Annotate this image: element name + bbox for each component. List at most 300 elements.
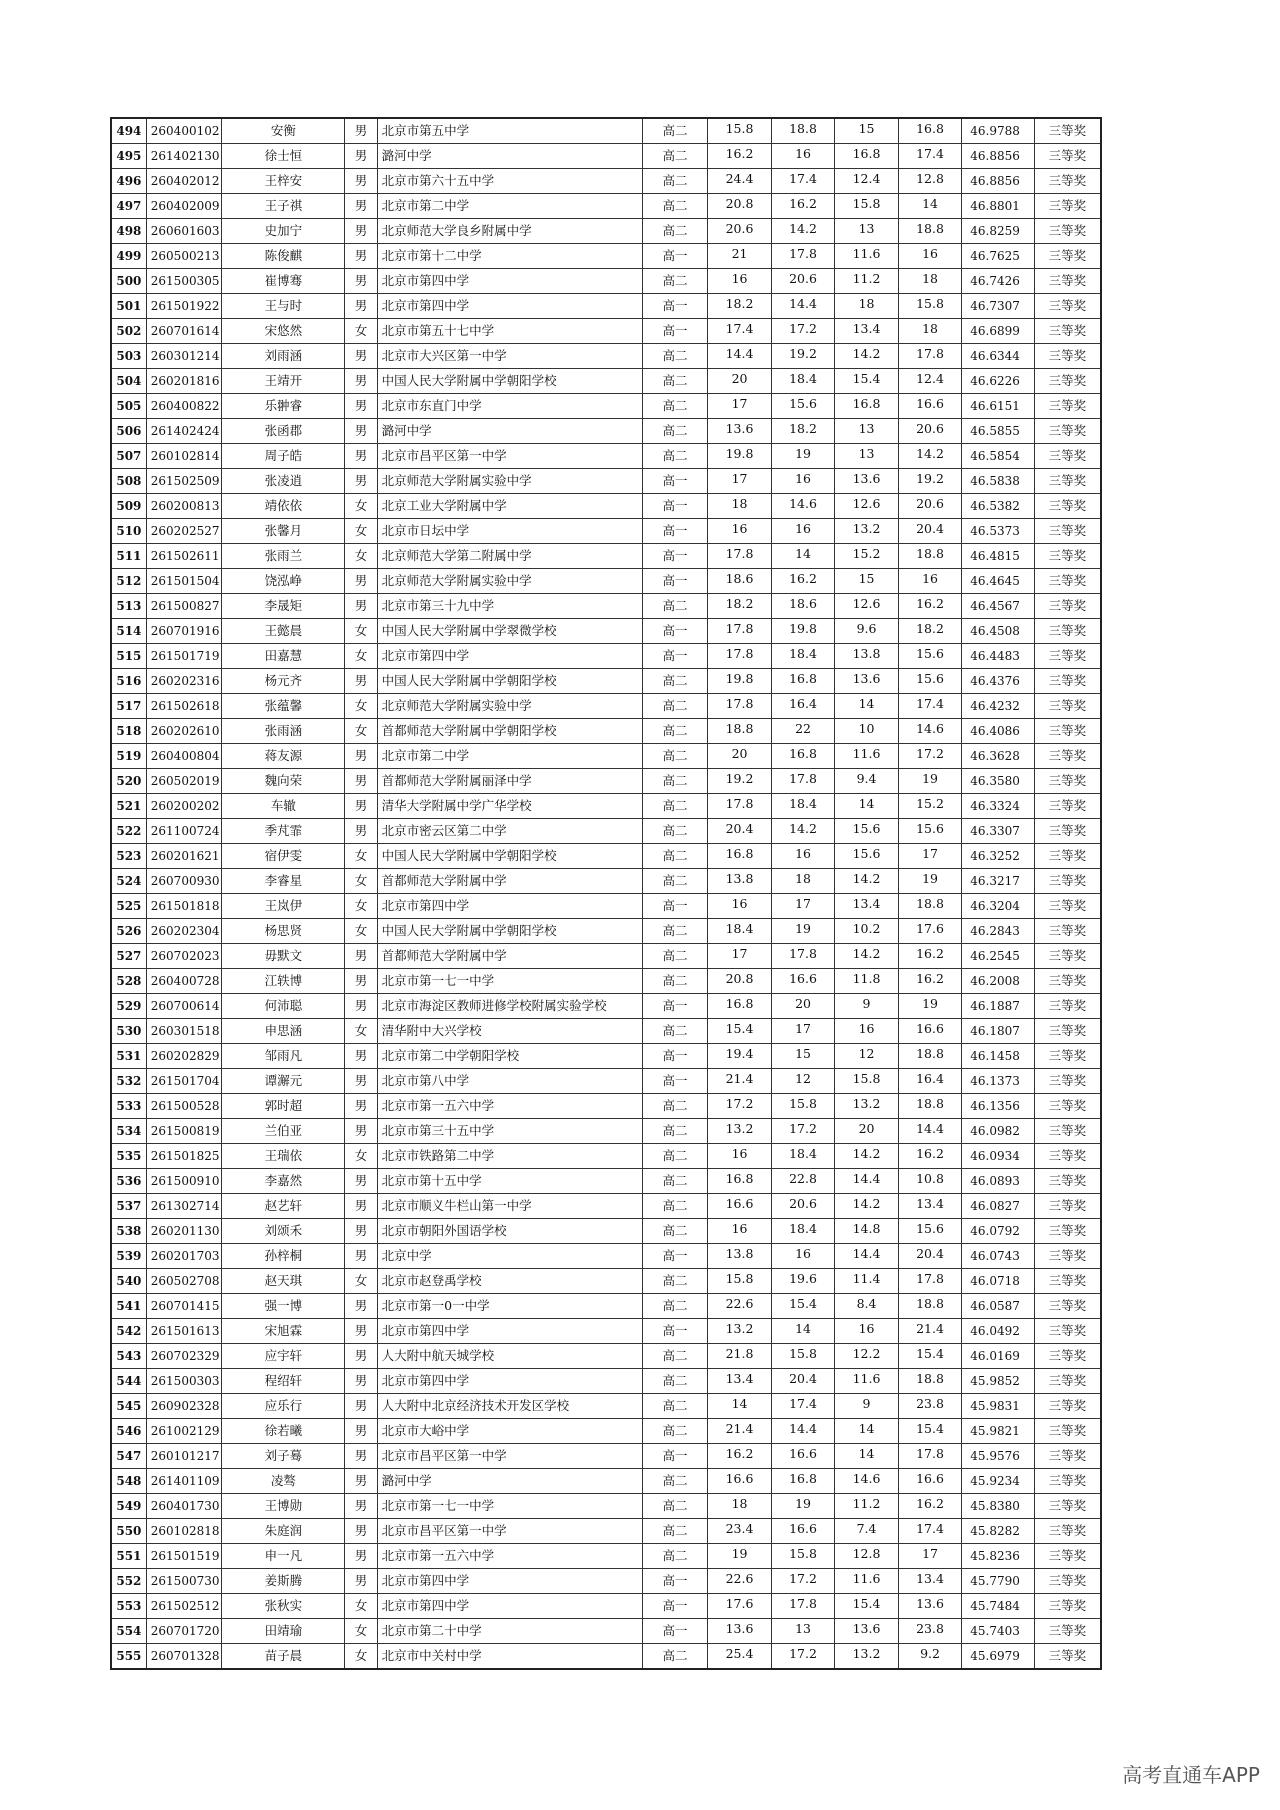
rank-cell: 527: [111, 944, 146, 969]
score2-cell: 15.6: [771, 394, 835, 419]
score3-cell: 9.4: [835, 769, 899, 794]
score1-cell: 18: [708, 494, 772, 519]
gender-cell: 女: [345, 1644, 377, 1670]
score4-cell: 16: [898, 569, 962, 594]
school-cell: 北京市第六十五中学: [377, 169, 642, 194]
gender-cell: 女: [345, 844, 377, 869]
score1-cell: 24.4: [708, 169, 772, 194]
rank-cell: 505: [111, 394, 146, 419]
total-score-cell: 46.4376: [962, 669, 1035, 694]
score1-cell: 19.8: [708, 669, 772, 694]
score2-cell: 19: [771, 1494, 835, 1519]
candidate-id-cell: 261500827: [146, 594, 222, 619]
score1-cell: 16: [708, 1144, 772, 1169]
total-score-cell: 46.3307: [962, 819, 1035, 844]
score3-cell: 11.8: [835, 969, 899, 994]
score4-cell: 17.4: [898, 1519, 962, 1544]
table-row: [111, 344, 1101, 369]
rank-cell: 498: [111, 219, 146, 244]
candidate-id-cell: 261500528: [146, 1094, 222, 1119]
score1-cell: 20: [708, 744, 772, 769]
score4-cell: 18.8: [898, 1369, 962, 1394]
name-cell: 陈俊麒: [222, 244, 345, 269]
award-cell: 三等奖: [1034, 1194, 1101, 1219]
score2-cell: 17.8: [771, 244, 835, 269]
rank-cell: 509: [111, 494, 146, 519]
school-cell: 北京市第四中学: [377, 294, 642, 319]
rank-cell: 499: [111, 244, 146, 269]
score3-cell: 15.8: [835, 194, 899, 219]
table-row: [111, 1119, 1101, 1144]
score3-cell: 12.2: [835, 1344, 899, 1369]
score4-cell: 18.8: [898, 219, 962, 244]
grade-cell: 高一: [642, 519, 708, 544]
total-score-cell: 46.4567: [962, 594, 1035, 619]
total-score-cell: 46.5855: [962, 419, 1035, 444]
school-cell: 北京市第二中学: [377, 194, 642, 219]
gender-cell: 女: [345, 644, 377, 669]
name-cell: 王与时: [222, 294, 345, 319]
award-cell: 三等奖: [1034, 469, 1101, 494]
score2-cell: 16.2: [771, 194, 835, 219]
name-cell: 郭时超: [222, 1094, 345, 1119]
score1-cell: 13.6: [708, 419, 772, 444]
school-cell: 北京市第四中学: [377, 644, 642, 669]
score4-cell: 19: [898, 994, 962, 1019]
school-cell: 北京师范大学附属实验中学: [377, 569, 642, 594]
name-cell: 张函郡: [222, 419, 345, 444]
name-cell: 申思涵: [222, 1019, 345, 1044]
gender-cell: 男: [345, 1369, 377, 1394]
score3-cell: 14.8: [835, 1219, 899, 1244]
award-cell: 三等奖: [1034, 944, 1101, 969]
gender-cell: 男: [345, 294, 377, 319]
score1-cell: 16.8: [708, 994, 772, 1019]
candidate-id-cell: 260400822: [146, 394, 222, 419]
score3-cell: 13.2: [835, 1644, 899, 1670]
award-cell: 三等奖: [1034, 1444, 1101, 1469]
rank-cell: 508: [111, 469, 146, 494]
rank-cell: 537: [111, 1194, 146, 1219]
name-cell: 崔博骞: [222, 269, 345, 294]
rank-cell: 512: [111, 569, 146, 594]
rank-cell: 522: [111, 819, 146, 844]
candidate-id-cell: 261002129: [146, 1419, 222, 1444]
score3-cell: 15: [835, 569, 899, 594]
total-score-cell: 46.7307: [962, 294, 1035, 319]
school-cell: 北京师范大学附属实验中学: [377, 469, 642, 494]
candidate-id-cell: 261501504: [146, 569, 222, 594]
score3-cell: 9.6: [835, 619, 899, 644]
rank-cell: 540: [111, 1269, 146, 1294]
name-cell: 赵天琪: [222, 1269, 345, 1294]
award-cell: 三等奖: [1034, 294, 1101, 319]
total-score-cell: 45.8236: [962, 1544, 1035, 1569]
grade-cell: 高一: [642, 1044, 708, 1069]
rank-cell: 531: [111, 1044, 146, 1069]
grade-cell: 高一: [642, 544, 708, 569]
score3-cell: 15.4: [835, 369, 899, 394]
score1-cell: 13.8: [708, 869, 772, 894]
score3-cell: 11.6: [835, 744, 899, 769]
name-cell: 靖依依: [222, 494, 345, 519]
table-row: [111, 394, 1101, 419]
award-cell: 三等奖: [1034, 1094, 1101, 1119]
gender-cell: 女: [345, 319, 377, 344]
name-cell: 张秋实: [222, 1594, 345, 1619]
score3-cell: 14: [835, 694, 899, 719]
name-cell: 何沛聪: [222, 994, 345, 1019]
rank-cell: 553: [111, 1594, 146, 1619]
award-cell: 三等奖: [1034, 169, 1101, 194]
gender-cell: 男: [345, 1319, 377, 1344]
score3-cell: 14.2: [835, 344, 899, 369]
name-cell: 申一凡: [222, 1544, 345, 1569]
score4-cell: 16.6: [898, 1019, 962, 1044]
candidate-id-cell: 261302714: [146, 1194, 222, 1219]
award-cell: 三等奖: [1034, 519, 1101, 544]
award-cell: 三等奖: [1034, 1419, 1101, 1444]
gender-cell: 男: [345, 1569, 377, 1594]
name-cell: 程绍轩: [222, 1369, 345, 1394]
school-cell: 北京市第四中学: [377, 894, 642, 919]
table-row: [111, 544, 1101, 569]
candidate-id-cell: 261402424: [146, 419, 222, 444]
grade-cell: 高二: [642, 394, 708, 419]
name-cell: 李睿星: [222, 869, 345, 894]
grade-cell: 高二: [642, 794, 708, 819]
candidate-id-cell: 260201816: [146, 369, 222, 394]
gender-cell: 男: [345, 1094, 377, 1119]
rank-cell: 536: [111, 1169, 146, 1194]
name-cell: 安衡: [222, 118, 345, 144]
score2-cell: 16.8: [771, 1469, 835, 1494]
score2-cell: 17.2: [771, 319, 835, 344]
school-cell: 北京市第四中学: [377, 1594, 642, 1619]
score3-cell: 13.4: [835, 319, 899, 344]
score4-cell: 16.2: [898, 1494, 962, 1519]
gender-cell: 男: [345, 144, 377, 169]
candidate-id-cell: 260500213: [146, 244, 222, 269]
school-cell: 北京市顺义牛栏山第一中学: [377, 1194, 642, 1219]
grade-cell: 高二: [642, 269, 708, 294]
score3-cell: 14.4: [835, 1169, 899, 1194]
score1-cell: 16.2: [708, 144, 772, 169]
table-row: [111, 1544, 1101, 1569]
total-score-cell: 46.0827: [962, 1194, 1035, 1219]
candidate-id-cell: 260201130: [146, 1219, 222, 1244]
results-body: [111, 118, 1101, 1669]
score2-cell: 16.6: [771, 1519, 835, 1544]
score2-cell: 19: [771, 919, 835, 944]
name-cell: 刘雨涵: [222, 344, 345, 369]
grade-cell: 高一: [642, 894, 708, 919]
score3-cell: 10.2: [835, 919, 899, 944]
name-cell: 王岚伊: [222, 894, 345, 919]
award-cell: 三等奖: [1034, 269, 1101, 294]
score2-cell: 16: [771, 1244, 835, 1269]
name-cell: 张凌逍: [222, 469, 345, 494]
candidate-id-cell: 260400804: [146, 744, 222, 769]
award-cell: 三等奖: [1034, 844, 1101, 869]
score3-cell: 14: [835, 1444, 899, 1469]
gender-cell: 男: [345, 994, 377, 1019]
total-score-cell: 46.5854: [962, 444, 1035, 469]
gender-cell: 男: [345, 969, 377, 994]
score4-cell: 16.2: [898, 594, 962, 619]
name-cell: 王子祺: [222, 194, 345, 219]
award-cell: 三等奖: [1034, 1044, 1101, 1069]
score3-cell: 12.6: [835, 594, 899, 619]
name-cell: 凌骜: [222, 1469, 345, 1494]
score4-cell: 23.8: [898, 1619, 962, 1644]
table-row: [111, 769, 1101, 794]
table-row: [111, 1169, 1101, 1194]
school-cell: 北京市第四中学: [377, 269, 642, 294]
school-cell: 中国人民大学附属中学朝阳学校: [377, 919, 642, 944]
award-cell: 三等奖: [1034, 1369, 1101, 1394]
name-cell: 王瑞依: [222, 1144, 345, 1169]
candidate-id-cell: 260101217: [146, 1444, 222, 1469]
rank-cell: 516: [111, 669, 146, 694]
total-score-cell: 46.1807: [962, 1019, 1035, 1044]
gender-cell: 男: [345, 1194, 377, 1219]
score4-cell: 19: [898, 769, 962, 794]
score1-cell: 13.8: [708, 1244, 772, 1269]
score2-cell: 20: [771, 994, 835, 1019]
grade-cell: 高二: [642, 944, 708, 969]
score2-cell: 16: [771, 144, 835, 169]
table-row: [111, 819, 1101, 844]
grade-cell: 高二: [642, 1544, 708, 1569]
grade-cell: 高二: [642, 844, 708, 869]
table-row: [111, 1469, 1101, 1494]
table-row: [111, 794, 1101, 819]
gender-cell: 女: [345, 1144, 377, 1169]
total-score-cell: 46.2843: [962, 919, 1035, 944]
total-score-cell: 46.6899: [962, 319, 1035, 344]
score4-cell: 17.2: [898, 744, 962, 769]
score4-cell: 16.8: [898, 118, 962, 144]
candidate-id-cell: 261501519: [146, 1544, 222, 1569]
name-cell: 季芃霏: [222, 819, 345, 844]
score1-cell: 16.8: [708, 844, 772, 869]
score4-cell: 15.2: [898, 794, 962, 819]
rank-cell: 518: [111, 719, 146, 744]
grade-cell: 高二: [642, 144, 708, 169]
score2-cell: 16.6: [771, 969, 835, 994]
score3-cell: 12.4: [835, 169, 899, 194]
school-cell: 北京市第十五中学: [377, 1169, 642, 1194]
name-cell: 宋旭霖: [222, 1319, 345, 1344]
score3-cell: 11.6: [835, 244, 899, 269]
score2-cell: 14.2: [771, 219, 835, 244]
score1-cell: 15.8: [708, 118, 772, 144]
award-cell: 三等奖: [1034, 1269, 1101, 1294]
name-cell: 孙梓桐: [222, 1244, 345, 1269]
total-score-cell: 46.6344: [962, 344, 1035, 369]
table-row: [111, 1319, 1101, 1344]
score3-cell: 14: [835, 1419, 899, 1444]
name-cell: 史加宁: [222, 219, 345, 244]
score1-cell: 16: [708, 894, 772, 919]
score1-cell: 21.8: [708, 1344, 772, 1369]
score2-cell: 18.6: [771, 594, 835, 619]
school-cell: 人大附中北京经济技术开发区学校: [377, 1394, 642, 1419]
rank-cell: 555: [111, 1644, 146, 1670]
total-score-cell: 45.9234: [962, 1469, 1035, 1494]
gender-cell: 女: [345, 919, 377, 944]
grade-cell: 高一: [642, 1244, 708, 1269]
name-cell: 张雨兰: [222, 544, 345, 569]
grade-cell: 高二: [642, 369, 708, 394]
score3-cell: 15.6: [835, 819, 899, 844]
rank-cell: 511: [111, 544, 146, 569]
score1-cell: 17.8: [708, 544, 772, 569]
grade-cell: 高二: [642, 744, 708, 769]
total-score-cell: 45.8380: [962, 1494, 1035, 1519]
candidate-id-cell: 261501818: [146, 894, 222, 919]
name-cell: 王博勋: [222, 1494, 345, 1519]
award-cell: 三等奖: [1034, 444, 1101, 469]
name-cell: 田嘉慧: [222, 644, 345, 669]
rank-cell: 538: [111, 1219, 146, 1244]
score2-cell: 14: [771, 544, 835, 569]
score1-cell: 20.6: [708, 219, 772, 244]
score4-cell: 17.8: [898, 1444, 962, 1469]
school-cell: 北京市第三十九中学: [377, 594, 642, 619]
grade-cell: 高二: [642, 1644, 708, 1670]
gender-cell: 男: [345, 819, 377, 844]
table-row: [111, 1019, 1101, 1044]
candidate-id-cell: 260202304: [146, 919, 222, 944]
score4-cell: 18.2: [898, 619, 962, 644]
school-cell: 北京市第二十中学: [377, 1619, 642, 1644]
score1-cell: 15.8: [708, 1269, 772, 1294]
name-cell: 张馨月: [222, 519, 345, 544]
table-row: [111, 1219, 1101, 1244]
score3-cell: 9: [835, 994, 899, 1019]
score4-cell: 13.6: [898, 1594, 962, 1619]
rank-cell: 503: [111, 344, 146, 369]
rank-cell: 545: [111, 1394, 146, 1419]
score3-cell: 14.6: [835, 1469, 899, 1494]
score3-cell: 15.2: [835, 544, 899, 569]
score3-cell: 7.4: [835, 1519, 899, 1544]
score4-cell: 16.6: [898, 1469, 962, 1494]
school-cell: 北京市第一七一中学: [377, 1494, 642, 1519]
score1-cell: 21.4: [708, 1419, 772, 1444]
candidate-id-cell: 260702329: [146, 1344, 222, 1369]
score4-cell: 15.4: [898, 1419, 962, 1444]
score3-cell: 13: [835, 444, 899, 469]
total-score-cell: 45.7484: [962, 1594, 1035, 1619]
score1-cell: 18: [708, 1494, 772, 1519]
score1-cell: 15.4: [708, 1019, 772, 1044]
score1-cell: 19.4: [708, 1044, 772, 1069]
total-score-cell: 46.0169: [962, 1344, 1035, 1369]
school-cell: 首都师范大学附属中学: [377, 869, 642, 894]
candidate-id-cell: 261500910: [146, 1169, 222, 1194]
rank-cell: 519: [111, 744, 146, 769]
score3-cell: 13.8: [835, 644, 899, 669]
award-cell: 三等奖: [1034, 544, 1101, 569]
total-score-cell: 46.6151: [962, 394, 1035, 419]
table-row: [111, 694, 1101, 719]
rank-cell: 504: [111, 369, 146, 394]
rank-cell: 529: [111, 994, 146, 1019]
score2-cell: 17.2: [771, 1119, 835, 1144]
award-cell: 三等奖: [1034, 144, 1101, 169]
score2-cell: 16.8: [771, 744, 835, 769]
score4-cell: 15.4: [898, 1344, 962, 1369]
candidate-id-cell: 261501719: [146, 644, 222, 669]
rank-cell: 524: [111, 869, 146, 894]
total-score-cell: 46.0934: [962, 1144, 1035, 1169]
score4-cell: 18.8: [898, 1094, 962, 1119]
score4-cell: 12.4: [898, 369, 962, 394]
name-cell: 强一博: [222, 1294, 345, 1319]
award-cell: 三等奖: [1034, 894, 1101, 919]
total-score-cell: 46.3324: [962, 794, 1035, 819]
table-row: [111, 1594, 1101, 1619]
score1-cell: 16.6: [708, 1194, 772, 1219]
gender-cell: 男: [345, 469, 377, 494]
table-row: [111, 1244, 1101, 1269]
score1-cell: 20.8: [708, 969, 772, 994]
rank-cell: 513: [111, 594, 146, 619]
score3-cell: 11.6: [835, 1569, 899, 1594]
candidate-id-cell: 260701916: [146, 619, 222, 644]
name-cell: 苗子晨: [222, 1644, 345, 1670]
score3-cell: 13.2: [835, 1094, 899, 1119]
total-score-cell: 46.0792: [962, 1219, 1035, 1244]
gender-cell: 男: [345, 1169, 377, 1194]
score2-cell: 17.2: [771, 1644, 835, 1670]
score4-cell: 18.8: [898, 1294, 962, 1319]
candidate-id-cell: 260902328: [146, 1394, 222, 1419]
gender-cell: 男: [345, 769, 377, 794]
grade-cell: 高一: [642, 319, 708, 344]
school-cell: 北京市大峪中学: [377, 1419, 642, 1444]
score4-cell: 20.6: [898, 494, 962, 519]
score2-cell: 22.8: [771, 1169, 835, 1194]
table-row: [111, 869, 1101, 894]
total-score-cell: 46.1887: [962, 994, 1035, 1019]
name-cell: 蒋友源: [222, 744, 345, 769]
score3-cell: 16.8: [835, 144, 899, 169]
school-cell: 北京市第一五六中学: [377, 1544, 642, 1569]
table-row: [111, 919, 1101, 944]
total-score-cell: 46.4815: [962, 544, 1035, 569]
rank-cell: 547: [111, 1444, 146, 1469]
score4-cell: 20.4: [898, 519, 962, 544]
grade-cell: 高一: [642, 244, 708, 269]
award-cell: 三等奖: [1034, 1119, 1101, 1144]
candidate-id-cell: 261502512: [146, 1594, 222, 1619]
gender-cell: 女: [345, 619, 377, 644]
table-row: [111, 369, 1101, 394]
table-row: [111, 294, 1101, 319]
score3-cell: 11.2: [835, 269, 899, 294]
score3-cell: 12: [835, 1044, 899, 1069]
name-cell: 杨思贤: [222, 919, 345, 944]
award-cell: 三等奖: [1034, 1069, 1101, 1094]
candidate-id-cell: 260102818: [146, 1519, 222, 1544]
total-score-cell: 46.8801: [962, 194, 1035, 219]
score2-cell: 17.2: [771, 1569, 835, 1594]
award-cell: 三等奖: [1034, 219, 1101, 244]
